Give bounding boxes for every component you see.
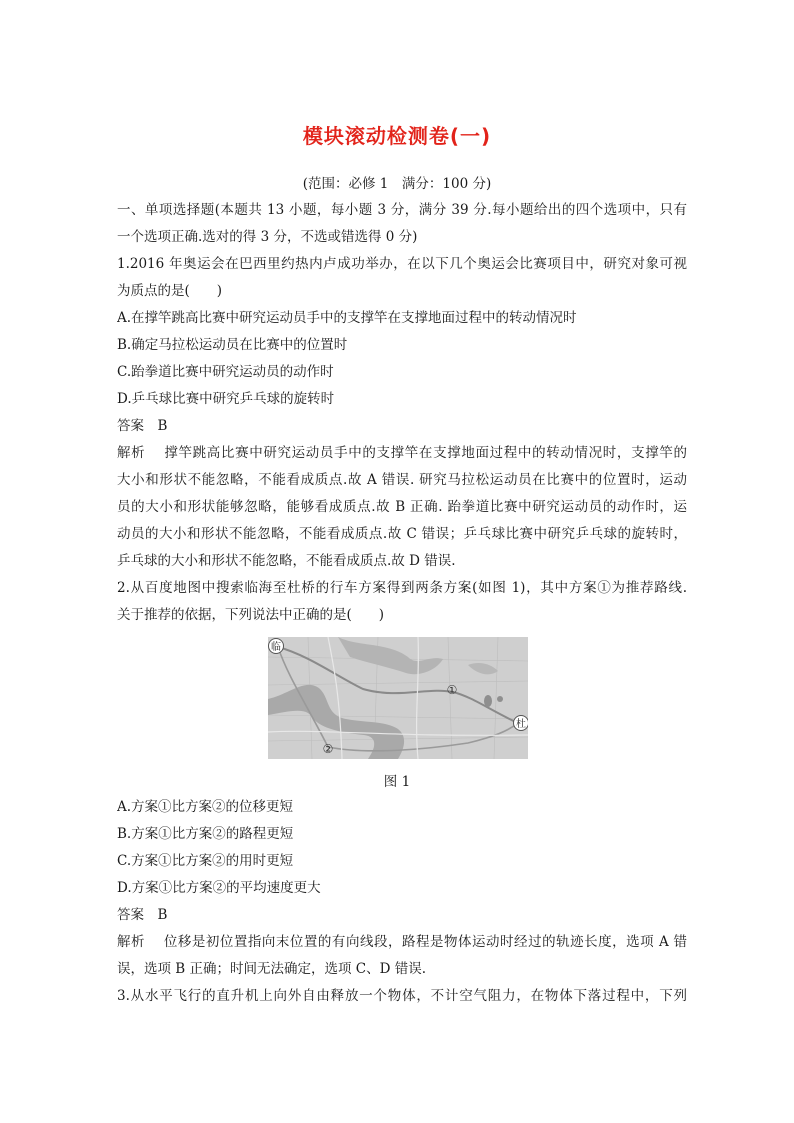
page-title: 模块滚动检测卷(一)	[302, 124, 492, 148]
question-1-explanation-line-3: 员的大小和形状能够忽略，能够看成质点.故 B 正确. 跆拳道比赛中研究运动员的动作时，运	[117, 499, 687, 515]
question-1-stem-line-1: 1.2016 年奥运会在巴西里约热内卢成功举办，在以下几个奥运会比赛项目中，研究对象可视	[117, 256, 687, 272]
question-2-option-c: C.方案①比方案②的用时更短	[117, 853, 294, 869]
route-2-label: ②	[322, 742, 334, 756]
question-1-explanation-line-2: 大小和形状不能忽略，不能看成质点.故 A 错误. 研究马拉松运动员在比赛中的位置时，运动	[117, 472, 687, 488]
question-2-option-d: D.方案①比方案②的平均速度更大	[117, 880, 321, 896]
question-1-explanation-line-1: 解析 撑竿跳高比赛中研究运动员手中的支撑竿在支撑地面过程中的转动情况时，支撑竿的	[117, 445, 687, 461]
question-1-option-a: A.在撑竿跳高比赛中研究运动员手中的支撑竿在支撑地面过程中的转动情况时	[117, 310, 577, 326]
start-marker-label: 临	[271, 642, 281, 653]
question-2-option-b: B.方案①比方案②的路程更短	[117, 826, 294, 842]
question-2-stem-line-2: 关于推荐的依据，下列说法中正确的是( )	[117, 607, 385, 623]
question-1-option-d: D.乒乓球比赛中研究乒乓球的旋转时	[117, 391, 335, 407]
end-marker-label: 杜	[516, 719, 526, 730]
question-2-answer: 答案 B	[117, 907, 168, 923]
question-1-option-c: C.跆拳道比赛中研究运动员的动作时	[117, 364, 334, 380]
question-3-stem-line-1: 3.从水平飞行的直升机上向外自由释放一个物体，不计空气阻力，在物体下落过程中，下列	[117, 988, 687, 1004]
question-2-explanation-line-2: 误，选项 B 正确；时间无法确定，选项 C、D 错误.	[117, 961, 427, 977]
question-1-answer: 答案 B	[117, 418, 168, 434]
question-2-stem-line-1: 2.从百度地图中搜索临海至杜桥的行车方案得到两条方案(如图 1)，其中方案①为推荐路线.	[117, 580, 687, 596]
question-1-option-b: B.确定马拉松运动员在比赛中的位置时	[117, 337, 348, 353]
question-1-explanation-line-5: 乒乓球的大小和形状不能忽略，不能看成质点.故 D 错误.	[117, 553, 456, 569]
section-heading-line-2: 一个选项正确.选对的得 3 分，不选或错选得 0 分)	[117, 229, 418, 245]
exam-scope: (范围：必修 1 满分：100 分)	[302, 176, 492, 192]
question-2-option-a: A.方案①比方案②的位移更短	[117, 799, 294, 815]
question-2-explanation-line-1: 解析 位移是初位置指向末位置的有向线段，路程是物体运动时经过的轨迹长度，选项 A 错	[117, 934, 687, 950]
figure-caption: 图 1	[383, 774, 411, 790]
route-map-figure	[268, 637, 528, 759]
question-1-explanation-line-4: 动员的大小和形状不能忽略，不能看成质点.故 C 错误；乒乓球比赛中研究乒乓球的旋转时，	[117, 526, 687, 542]
question-1-stem-line-2: 为质点的是( )	[117, 283, 223, 299]
section-heading-line-1: 一、单项选择题(本题共 13 小题，每小题 3 分，满分 39 分.每小题给出的四个选项中，只有	[117, 202, 687, 218]
route-map-image	[268, 637, 528, 759]
route-1-label: ①	[446, 683, 458, 697]
